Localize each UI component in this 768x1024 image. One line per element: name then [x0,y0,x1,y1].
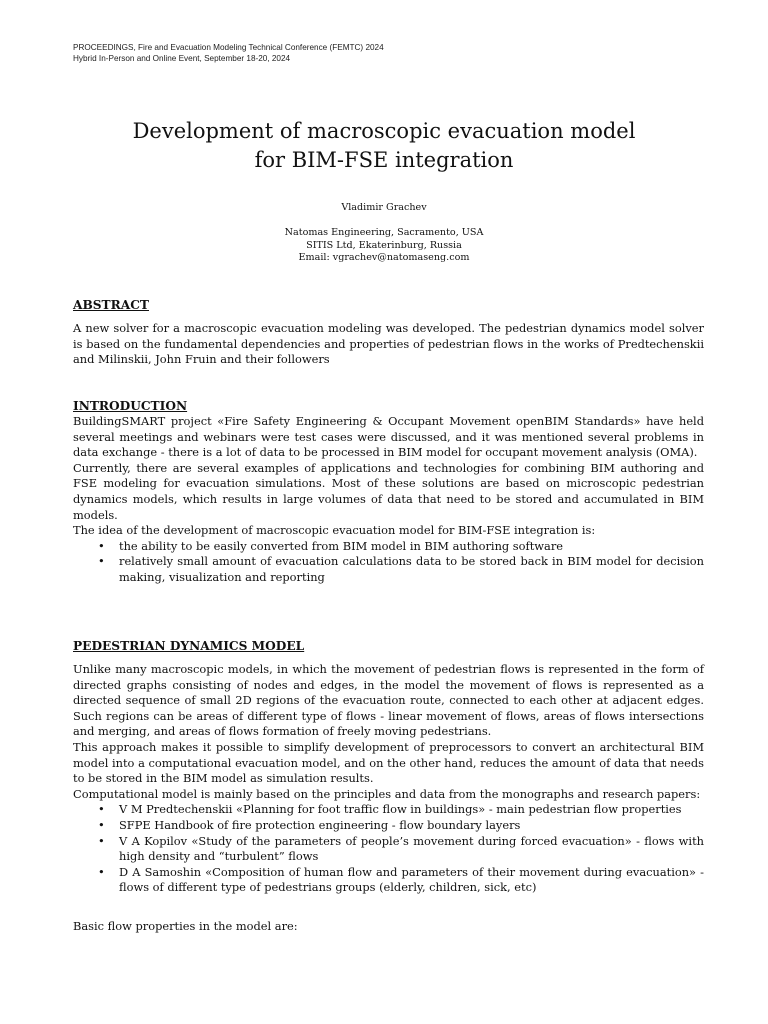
title-line-1: Development of macroscopic evacuation model [132,119,636,143]
pedestrian-paragraph-4: Basic flow properties in the model are: [73,918,298,933]
paper-title [0,117,768,175]
abstract-text: A new solver for a macroscopic evacuation modeling was developed. The pedestrian dynamics model solver is based on the fundamental dependencies and properties of pedestrian flows in the works of Predtechenskii and Milinskii, John Fruin and their followers [73,321,704,367]
affiliation-line-2: SITIS Ltd, Ekaterinburg, Russia [306,239,462,251]
abstract-section [73,297,704,368]
pedestrian-bullet-list [73,802,704,896]
pedestrian-paragraph-3: Computational model is mainly based on the principles and data from the monographs and research papers: [73,786,701,801]
bullet-icon: • [98,554,105,569]
introduction-heading: INTRODUCTION [73,399,188,413]
pedestrian-paragraph-1: Unlike many macroscopic models, in which the movement of pedestrian flows is represented in the form of directed graphs consisting of nodes and edges, in the model the movement of flows is represented as a directed sequence of small 2D regions of the evacuation route, connected to each other at adjacent edges. Such regions can be areas of different type of flows - linear movement of flows, areas of flows intersections and merging, and areas of flows formation of freely moving pedestrians. [73,662,704,739]
intro-paragraph-3: The idea of the development of macroscopic evacuation model for BIM-FSE integration is: [73,523,596,538]
pedestrian-paragraph-2: This approach makes it possible to simplify development of preprocessors to convert an architectural BIM model into a computational evacuation model, and on the other hand, reduces the amount of data that needs to be stored in the BIM model as simulation results. [73,739,704,786]
pedestrian-section [73,638,704,935]
title-line-2: for BIM-FSE integration [254,148,514,172]
affiliation-block [0,227,768,265]
affiliation-line-1: Natomas Engineering, Sacramento, USA [284,227,484,238]
list-item: • relatively small amount of evacuation calculations data to be stored back in BIM model for decision making, visualization and reporting [98,554,704,584]
bullet-icon: • [98,802,105,817]
list-item: • V M Predtechenskii «Planning for foot traffic flow in buildings» - main pedestrian flow properties [98,802,682,817]
bullet-icon: • [98,538,105,553]
list-item: • D A Samoshin «Composition of human flow and parameters of their movement during evacuation» - flows of different type of pedestrians groups (elderly, children, sick, etc) [98,864,704,895]
author-name: Vladimir Grachev [341,202,427,213]
list-item: • the ability to be easily converted from BIM model in BIM authoring software [98,538,564,553]
intro-bullet-list [73,539,704,586]
bullet-icon: • [98,817,105,832]
introduction-section [73,398,704,586]
header-line-1: PROCEEDINGS, Fire and Evacuation Modeling Technical Conference (FEMTC) 2024 [73,43,384,52]
pedestrian-heading: PEDESTRIAN DYNAMICS MODEL [73,639,305,653]
intro-paragraph-2: Currently, there are several examples of applications and technologies for combining BIM authoring and FSE modeling for evacuation simulations. Most of these solutions are based on microscopic pedestrian dynamics models, which results in large volumes of data that need to be stored and accumulated in BIM models. [73,460,704,522]
intro-paragraph-1: BuildingSMART project «Fire Safety Engineering & Occupant Movement openBIM Standards» have held several meetings and webinars were test cases were discussed, and it was mentioned several problems in data exchange - there is a lot of data to be processed in BIM model for occupant movement analysis (OMA). [73,414,704,460]
header-line-2: Hybrid In-Person and Online Event, September 18-20, 2024 [73,54,291,63]
list-item: • SFPE Handbook of fire protection engineering - flow boundary layers [98,817,521,832]
email-line: Email: vgrachev@natomaseng.com [298,252,470,263]
bullet-icon: • [98,864,105,879]
bullet-icon: • [98,833,105,848]
list-item: • V A Kopilov «Study of the parameters of people’s movement during forced evacuation» - flows with high density and “turbulent” flows [98,833,704,864]
conference-header [73,42,384,64]
abstract-heading: ABSTRACT [73,298,149,312]
